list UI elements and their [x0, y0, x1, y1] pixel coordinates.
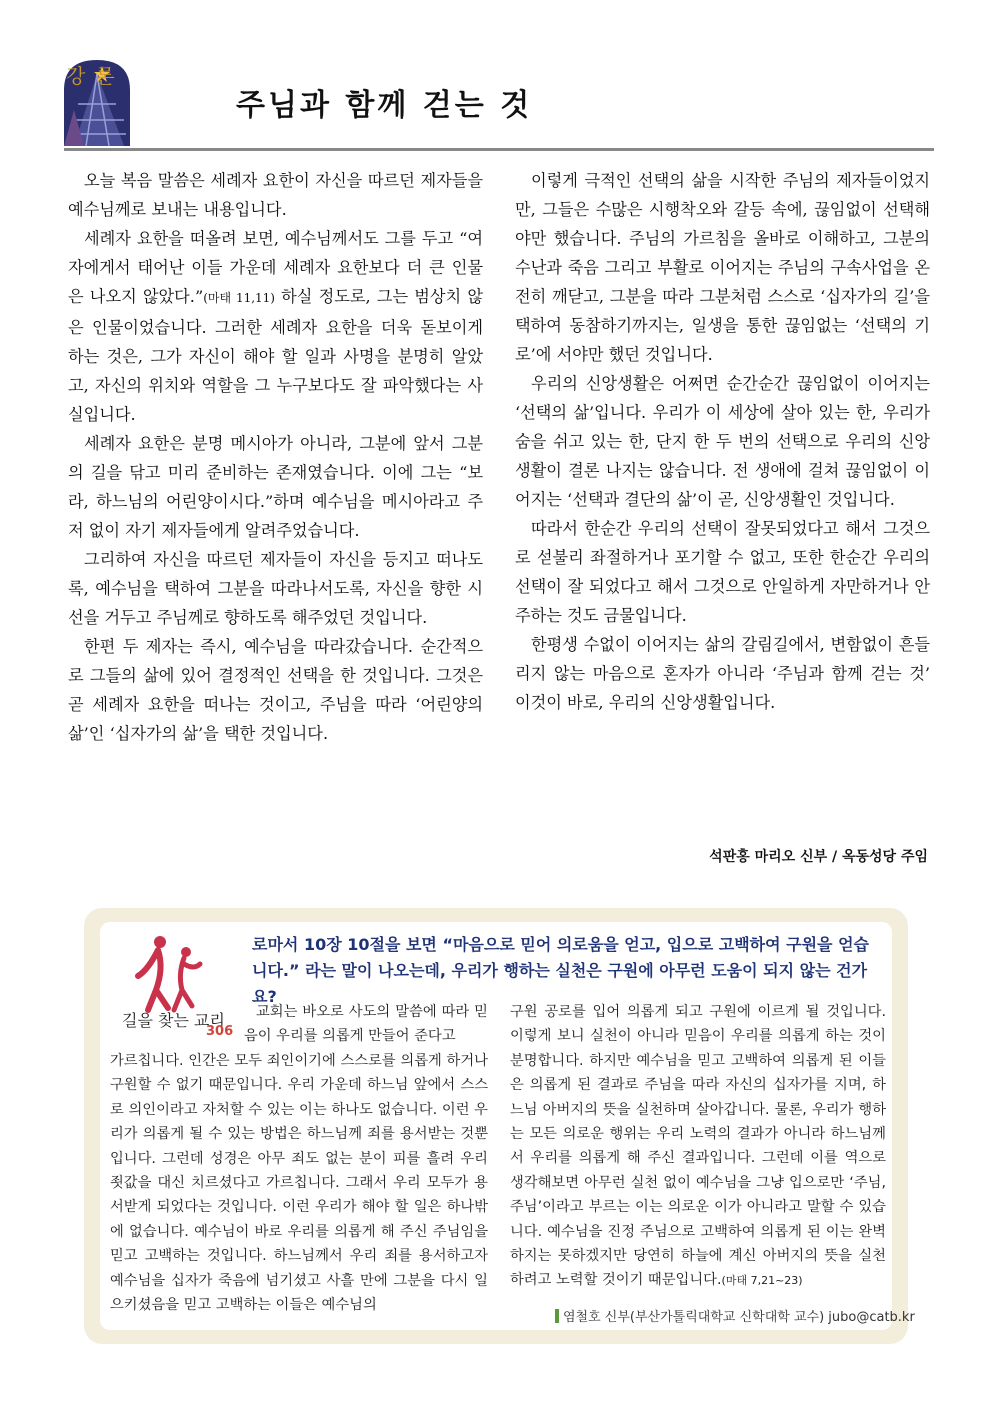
paragraph: 우리의 신앙생활은 어쩌면 순간순간 끊임없이 이어지는 ‘선택의 삶’입니다. 우리가 이 세상에 살아 있는 한, 우리가 숨을 쉬고 있는 한, 단지 한 두 번의 선택으로 우리의 신앙생활이 결론 나지는 않습니다. 전 생애에 걸쳐 끊임없이 이어지는 ‘선택과 결단의 삶’이 곧, 신앙생활인 것입니다. — [515, 374, 930, 509]
answer-right-column: 구원 공로를 입어 의롭게 되고 구원에 이르게 될 것입니다. 이렇게 보니 실천이 아니라 믿음이 우리를 의롭게 하는 것이 분명합니다. 하지만 예수님을 믿고 고백하여 의롭게 된 이들은 의롭게 된 결과로 주님을 따라 자신의 십자가를 지며, 하느님 아버지의 뜻을 실천하며 살아갑니다. 물론, 우리가 행하는 모든 의로운 행위는 우리 노력의 결과가 아니라 하느님께서 우리를 의롭게 해 주신 결과입니다. 그런데 이를 역으로 생각해보면 아무런 실천 없이 예수님을 그냥 입으로만 ‘주님, 주님’이라고 부르는 이는 의로운 이가 아니라고 말할 수 있습니다. 예수님을 진정 주님으로 고백하여 의롭게 된 이는 완벽하지는 못하겠지만 당연히 하늘에 계신 아버지의 뜻을 실천하려고 노력할 것이기 때문입니다.(마태 7,21~23) — [510, 1004, 886, 1289]
paragraph: 오늘 복음 말씀은 세례자 요한이 자신을 따르던 제자들을 예수님께로 보내는 내용입니다. — [68, 171, 483, 219]
header-divider — [64, 148, 934, 151]
catechism-question: 로마서 10장 10절을 보면 “마음으로 믿어 의로움을 얻고, 입으로 고백하여 구원을 얻습니다.” 라는 말이 나오는데, 우리가 행하는 실천은 구원에 아무런 도움이 되지 않는 건가요? — [252, 935, 869, 1006]
paragraph: 한편 두 제자는 즉시, 예수님을 따라갔습니다. 순간적으로 그들의 삶에 있어 결정적인 선택을 한 것입니다. 그것은 곧 세례자 요한을 떠나는 것이고, 주님을 따라 ‘어린양의 삶’인 ‘십자가의 삶’을 택한 것입니다. — [68, 637, 483, 743]
section-label: 강론 — [66, 64, 125, 88]
article-author: 석판홍 마리오 신부 / 옥동성당 주임 — [709, 849, 928, 865]
citation: (마태 11,11) — [203, 291, 275, 305]
article-right-column — [515, 166, 930, 717]
paragraph: 한평생 수없이 이어지는 삶의 갈림길에서, 변함없이 흔들리지 않는 마음으로 혼자가 아니라 ‘주님과 함께 걷는 것’ 이것이 바로, 우리의 신앙생활입니다. — [515, 635, 930, 712]
box-author: 염철호 신부(부산가톨릭대학교 신학대학 교수) jubo@catb.kr — [555, 1306, 915, 1325]
series-logo-text: 길을 찾는 교리 — [122, 1011, 225, 1030]
paragraph: 이렇게 극적인 선택의 삶을 시작한 주님의 제자들이었지만, 그들은 수많은 시행착오와 갈등 속에, 끊임없이 선택해야만 했습니다. 주님의 가르침을 올바로 이해하고, 그분의 수난과 죽음 그리고 부활로 이어지는 주님의 구속사업을 온전히 깨닫고, 그분을 따라 그분처럼 스스로 ‘십자가의 길’을 택하여 동참하기까지는, 일생을 통한 끊임없는 ‘선택의 기로’에 서야만 했던 것입니다. — [515, 171, 930, 364]
page-title: 주님과 함께 걷는 것 — [236, 88, 533, 123]
page-header — [64, 60, 934, 152]
series-number: 306 — [206, 1024, 234, 1039]
paragraph: 따라서 한순간 우리의 선택이 잘못되었다고 해서 그것으로 섣불리 좌절하거나 포기할 수 없고, 또한 한순간 우리의 선택이 잘 되었다고 해서 그것으로 안일하게 자만하거나 안주하는 것도 금물입니다. — [515, 519, 930, 625]
answer-left-column: 가르칩니다. 인간은 모두 죄인이기에 스스로를 의롭게 하거나 구원할 수 없기 때문입니다. 우리 가운데 하느님 앞에서 스스로 의인이라고 자처할 수 있는 이는 하나도 없습니다. 이런 우리가 의롭게 될 수 있는 방법은 하느님께 죄를 용서받는 것뿐입니다. 그런데 성경은 아무 죄도 없는 분이 피를 흘려 우리 죗값을 대신 치르셨다고 가르칩니다. 그래서 우리 모두가 용서받게 되었다는 것입니다. 이런 우리가 해야 할 일은 하나밖에 없습니다. 예수님이 바로 우리를 의롭게 해 주신 주님임을 믿고 고백하는 것입니다. 하느님께서 우리 죄를 용서하고자 예수님을 십자가 죽음에 넘기셨고 사흘 만에 그분을 다시 일으키셨음을 믿고 고백하는 이들은 예수님의 — [110, 1053, 488, 1314]
paragraph: 세례자 요한을 떠올려 보면, 예수님께서도 그를 두고 “여자에게서 태어난 이들 가운데 세례자 요한보다 더 큰 인물은 나오지 않았다.”(마태 11,11) 하실 정도로, 그는 범상치 않은 인물이었습니다. 그러한 세례자 요한을 더욱 돋보이게 하는 것은, 그가 자신이 해야 할 일과 사명을 분명히 알았고, 자신의 위치와 역할을 그 누구보다도 잘 파악했다는 사실입니다. — [68, 229, 483, 424]
paragraph: 세례자 요한은 분명 메시아가 아니라, 그분에 앞서 그분의 길을 닦고 미리 준비하는 존재였습니다. 이에 그는 “보라, 하느님의 어린양이시다.”하며 예수님을 메시아라고 주저 없이 자기 제자들에게 알려주었습니다. — [68, 434, 483, 540]
citation: (마태 7,21~23) — [721, 1274, 803, 1288]
article-left-column — [68, 166, 483, 748]
accent-bar — [555, 1309, 559, 1323]
answer-left-intro: 교회는 바오로 사도의 말씀에 따라 믿음이 우리를 의롭게 만들어 준다고 — [244, 1004, 488, 1045]
paragraph: 그리하여 자신을 따르던 제자들이 자신을 등지고 떠나도록, 예수님을 택하여 그분을 따라나서도록, 자신을 향한 시선을 거두고 주님께로 향하도록 해주었던 것입니다. — [68, 550, 483, 627]
